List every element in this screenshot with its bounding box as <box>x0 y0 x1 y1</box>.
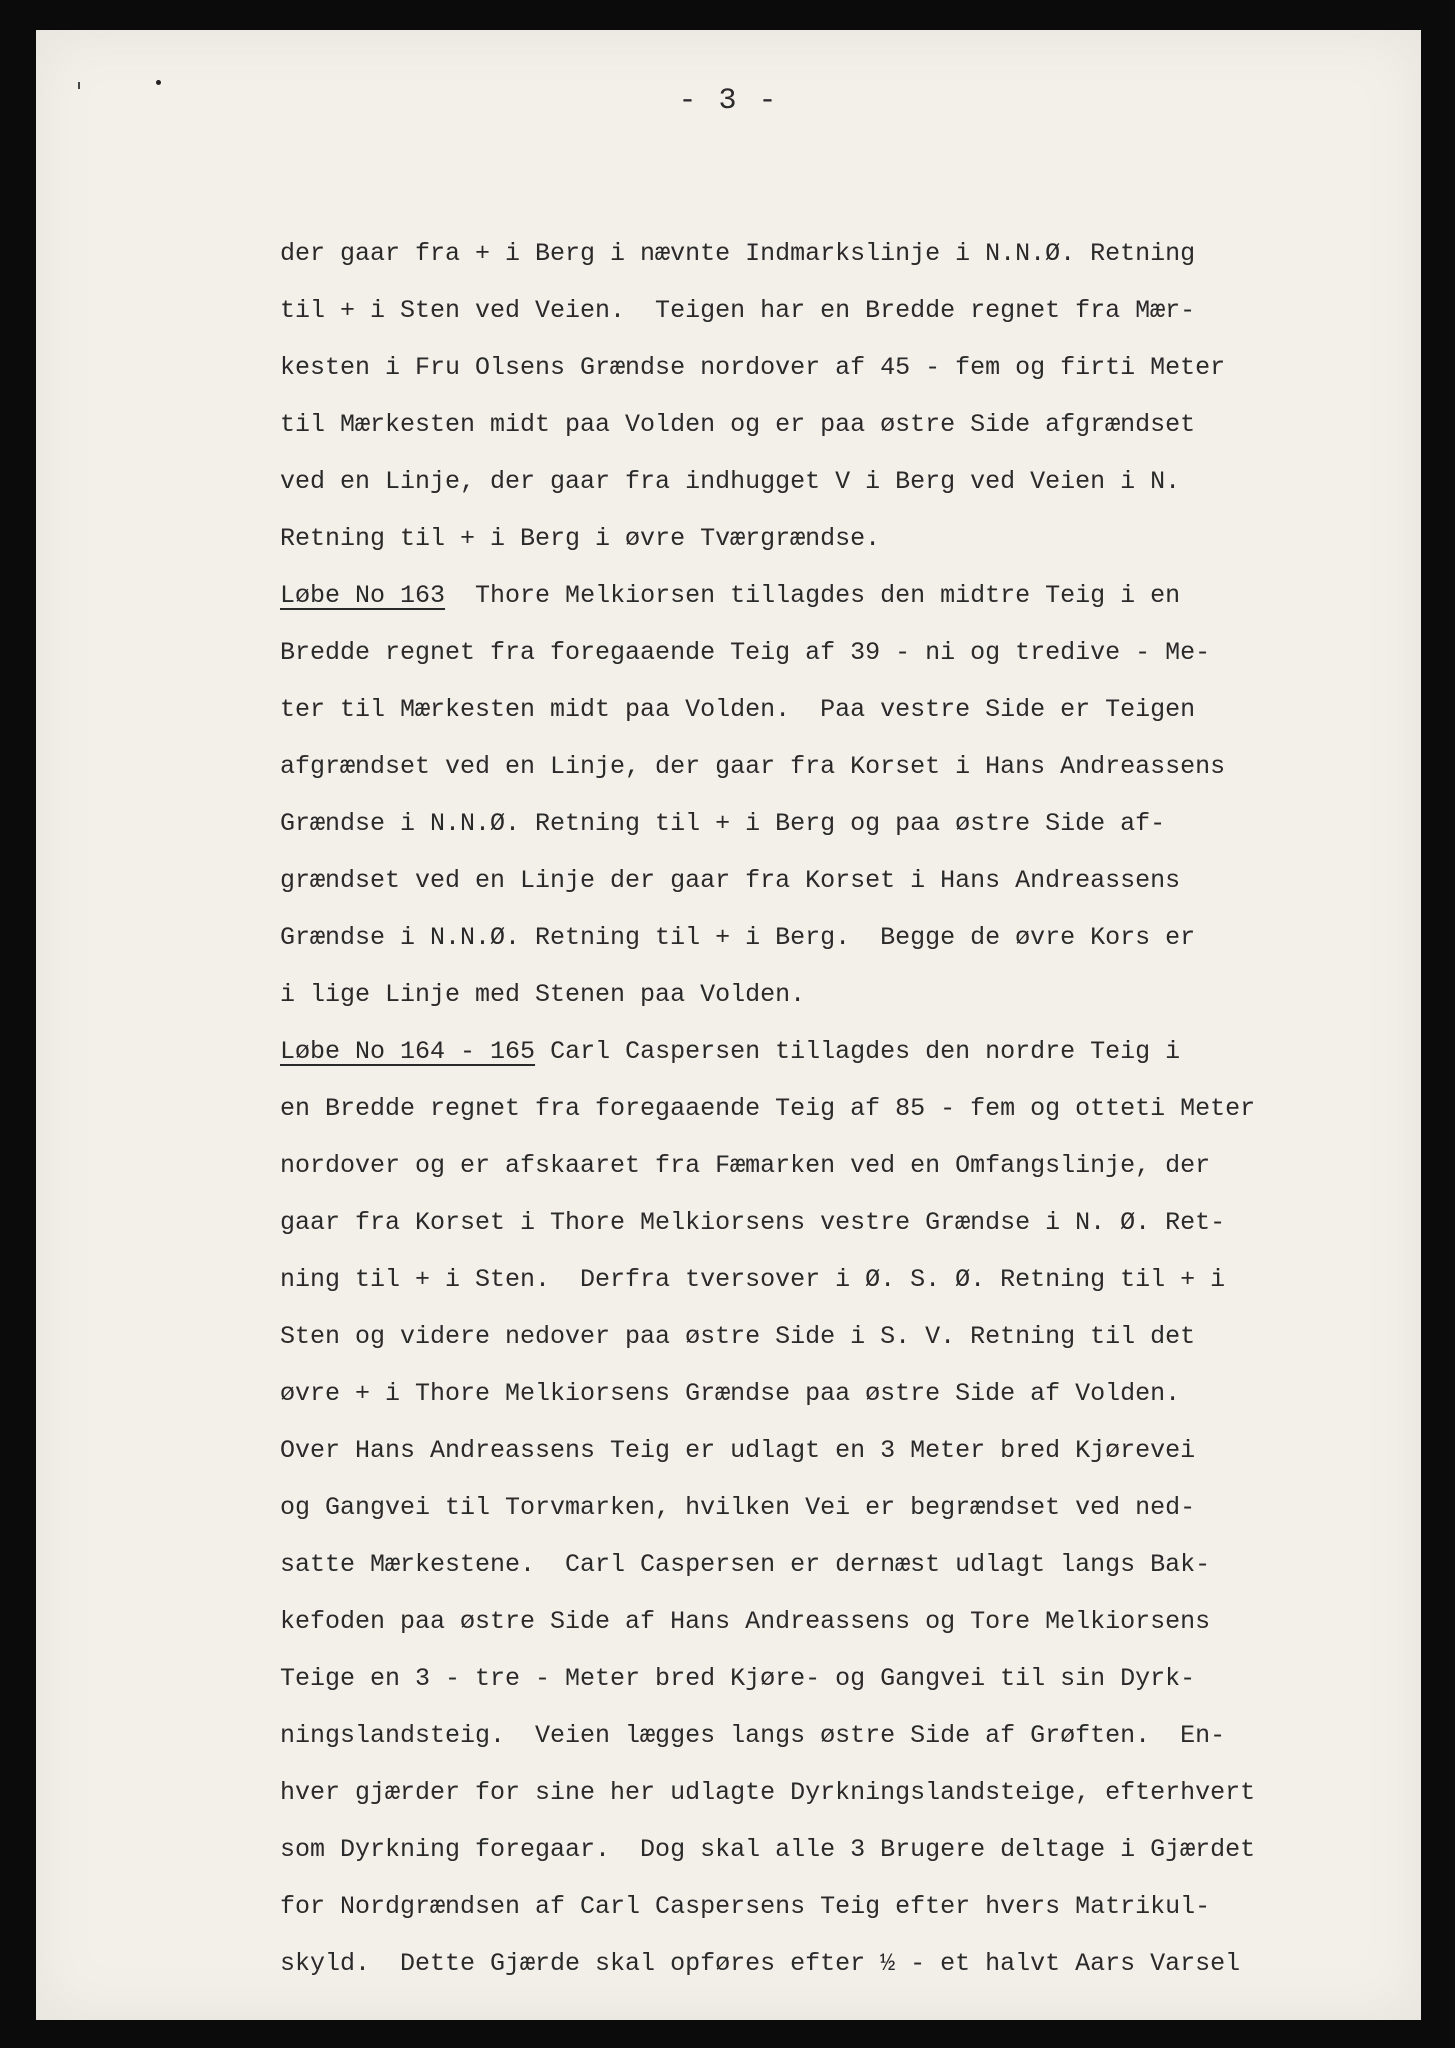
text-line: Retning til + i Berg i øvre Tværgrændse. <box>280 524 881 553</box>
text-line: som Dyrkning foregaar. Dog skal alle 3 Brugere deltage i Gjærdet <box>280 1835 1256 1864</box>
text-line: afgrændset ved en Linje, der gaar fra Korset i Hans Andreassens <box>280 752 1226 781</box>
text-line: og Gangvei til Torvmarken, hvilken Vei er begrændset ved ned- <box>280 1493 1196 1522</box>
lot-heading: Løbe No 163 <box>280 581 446 610</box>
text-segment: Carl Caspersen tillagdes den nordre Teig i <box>550 1037 1181 1066</box>
text-line: ning til + i Sten. Derfra tversover i Ø. S. Ø. Retning til + i <box>280 1265 1226 1294</box>
text-line: Sten og videre nedover paa østre Side i S. V. Retning til det <box>280 1322 1196 1351</box>
text-line: til + i Sten ved Veien. Teigen har en Bredde regnet fra Mær- <box>280 296 1196 325</box>
text-line: til Mærkesten midt paa Volden og er paa østre Side afgrændset <box>280 410 1196 439</box>
page-number: - 3 - <box>678 84 779 118</box>
text-line: Grændse i N.N.Ø. Retning til + i Berg. Begge de øvre Kors er <box>280 923 1196 952</box>
document-page <box>36 30 1421 2020</box>
lot-heading: Løbe No 164 - 165 <box>280 1037 536 1066</box>
document-body <box>280 225 1410 1992</box>
text-line: der gaar fra + i Berg i nævnte Indmarkslinje i N.N.Ø. Retning <box>280 239 1196 268</box>
text-line: Bredde regnet fra foregaaende Teig af 39 - ni og tredive - Me- <box>280 638 1211 667</box>
text-line: Teige en 3 - tre - Meter bred Kjøre- og Gangvei til sin Dyrk- <box>280 1664 1196 1693</box>
text-line: skyld. Dette Gjærde skal opføres efter ½ - et halvt Aars Varsel <box>280 1949 1241 1978</box>
text-line: ningslandsteig. Veien lægges langs østre Side af Grøften. En- <box>280 1721 1226 1750</box>
text-line: i lige Linje med Stenen paa Volden. <box>280 980 806 1009</box>
text-line: grændset ved en Linje der gaar fra Korset i Hans Andreassens <box>280 866 1181 895</box>
text-line: satte Mærkestene. Carl Caspersen er dernæst udlagt langs Bak- <box>280 1550 1211 1579</box>
text-line: gaar fra Korset i Thore Melkiorsens vestre Grændse i N. Ø. Ret- <box>280 1208 1226 1237</box>
text-line: kesten i Fru Olsens Grændse nordover af 45 - fem og firti Meter <box>280 353 1226 382</box>
text-line: en Bredde regnet fra foregaaende Teig af 85 - fem og otteti Meter <box>280 1094 1256 1123</box>
paragraph-first-line <box>280 1023 1410 1080</box>
text-line: kefoden paa østre Side af Hans Andreassens og Tore Melkiorsens <box>280 1607 1211 1636</box>
text-line: Grændse i N.N.Ø. Retning til + i Berg og paa østre Side af- <box>280 809 1166 838</box>
text-line: for Nordgrændsen af Carl Caspersens Teig efter hvers Matrikul- <box>280 1892 1211 1921</box>
text-line: nordover og er afskaaret fra Fæmarken ved en Omfangslinje, der <box>280 1151 1211 1180</box>
text-segment: Thore Melkiorsen tillagdes den midtre Teig i en <box>475 581 1181 610</box>
text-line: hver gjærder for sine her udlagte Dyrkningslandsteige, efterhvert <box>280 1778 1256 1807</box>
text-line: øvre + i Thore Melkiorsens Grændse paa østre Side af Volden. <box>280 1379 1181 1408</box>
text-line: ter til Mærkesten midt paa Volden. Paa vestre Side er Teigen <box>280 695 1196 724</box>
text-line: Over Hans Andreassens Teig er udlagt en 3 Meter bred Kjørevei <box>280 1436 1196 1465</box>
paragraph-first-line <box>280 567 1410 624</box>
text-line: ved en Linje, der gaar fra indhugget V i Berg ved Veien i N. <box>280 467 1181 496</box>
